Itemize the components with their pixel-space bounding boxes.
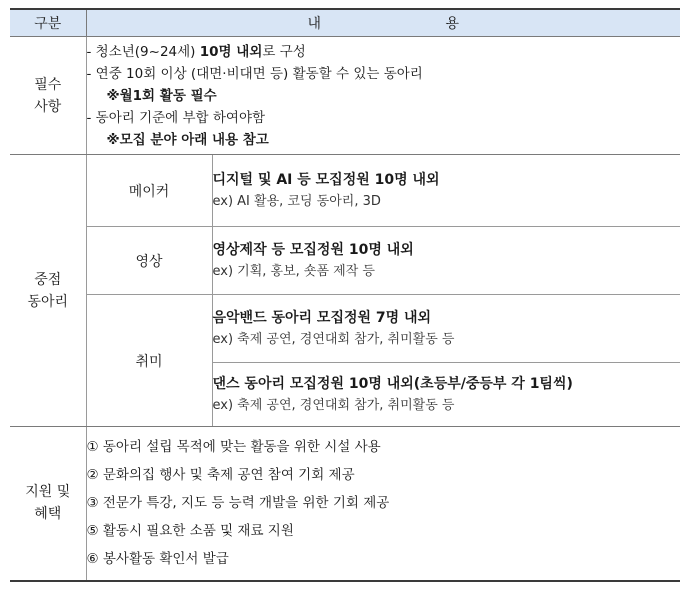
band-detail — [212, 295, 680, 363]
required-row — [10, 37, 680, 155]
required-content — [86, 37, 680, 155]
maker-detail — [212, 155, 680, 227]
required-label-line2: 사항 — [34, 98, 62, 115]
focus-row-video — [10, 227, 680, 295]
required-note-1: ※월1회 활동 필수 — [106, 87, 217, 104]
focus-label-line2: 동아리 — [27, 293, 69, 310]
video-category: 영상 — [86, 227, 212, 295]
focus-row-maker — [10, 155, 680, 227]
maker-title: 디지털 및 AI 등 모집정원 10명 내외 — [212, 171, 440, 188]
dance-title: 댄스 동아리 모집정원 10명 내외(초등부/중등부 각 1팀씩) — [212, 375, 573, 392]
focus-label-line1: 중점 — [34, 271, 62, 288]
band-title: 음악밴드 동아리 모집정원 7명 내외 — [212, 309, 432, 326]
focus-label — [10, 155, 86, 427]
video-title: 영상제작 등 모집정원 10명 내외 — [212, 241, 414, 258]
video-detail — [212, 227, 680, 295]
required-note-2: ※모집 분야 아래 내용 참고 — [106, 131, 269, 148]
header-content-label: 내 용 — [307, 16, 519, 32]
header-category: 구분 — [10, 9, 86, 37]
support-item-2: ② 문화의집 행사 및 축제 공연 참여 기회 제공 — [86, 467, 355, 484]
required-item-1: - 청소년(9~24세) 10명 내외로 구성 — [86, 43, 306, 60]
support-row — [10, 427, 680, 581]
support-content — [86, 427, 680, 581]
dance-example: ex) 축제 공연, 경연대회 참가, 취미활동 등 — [212, 397, 455, 413]
header-content — [86, 9, 680, 37]
video-example: ex) 기획, 홍보, 숏폼 제작 등 — [212, 263, 375, 279]
required-label-line1: 필수 — [34, 76, 62, 93]
support-item-4: ⑤ 활동시 필요한 소품 및 재료 지원 — [86, 523, 294, 540]
header-row — [10, 9, 680, 37]
hobby-category: 취미 — [86, 295, 212, 427]
support-label — [10, 427, 86, 581]
required-item-3: - 동아리 기준에 부합 하여야함 — [86, 109, 266, 126]
program-table — [10, 8, 680, 582]
required-label — [10, 37, 86, 155]
support-item-1: ① 동아리 설립 목적에 맞는 활동을 위한 시설 사용 — [86, 439, 381, 456]
support-label-line2: 혜택 — [34, 506, 62, 523]
support-item-3: ③ 전문가 특강, 지도 등 능력 개발을 위한 기회 제공 — [86, 495, 390, 512]
maker-category: 메이커 — [86, 155, 212, 227]
required-item-2: - 연중 10회 이상 (대면·비대면 등) 활동할 수 있는 동아리 — [86, 65, 423, 82]
band-example: ex) 축제 공연, 경연대회 참가, 취미활동 등 — [212, 331, 455, 347]
support-item-5: ⑥ 봉사활동 확인서 발급 — [86, 551, 229, 568]
maker-example: ex) AI 활용, 코딩 동아리, 3D — [212, 193, 381, 209]
dance-detail — [212, 363, 680, 427]
support-label-line1: 지원 및 — [25, 484, 71, 501]
focus-row-band — [10, 295, 680, 363]
